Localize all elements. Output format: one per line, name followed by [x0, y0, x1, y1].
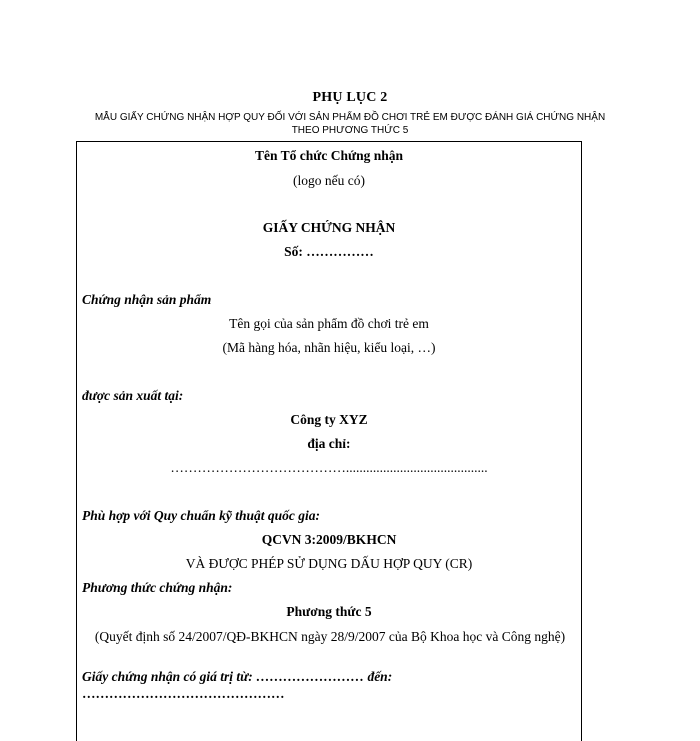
appendix-subtitle: MẪU GIẤY CHỨNG NHẬN HỢP QUY ĐỐI VỚI SẢN PHẨM ĐỒ CHƠI TRẺ EM ĐƯỢC ĐÁNH GIÁ CHỨNG NHẬN THEO PHƯƠNG THỨC 5: [94, 112, 606, 136]
conformity-label: Phù hợp với Quy chuẩn kỹ thuật quốc gia:: [82, 508, 321, 523]
validity-label: Giấy chứng nhận có giá trị từ: …………………… đến:: [82, 669, 393, 684]
product-name: Tên gọi của sản phẩm đồ chơi trẻ em: [229, 316, 429, 331]
certificate-title: GIẤY CHỨNG NHẬN: [262, 220, 396, 235]
manufactured-label: được sản xuất tại:: [82, 388, 184, 403]
certificate-number: Số: ……………: [284, 244, 374, 259]
appendix-title: PHỤ LỤC 2: [312, 90, 388, 105]
method-label: Phương thức chứng nhận:: [82, 580, 233, 595]
address-dots: …………………………………..........................................: [170, 460, 488, 475]
org-name: Tên Tổ chức Chứng nhận: [255, 148, 403, 163]
decision-reference: (Quyết định số 24/2007/QĐ-BKHCN ngày 28/9/2007 của Bộ Khoa học và Công nghệ): [94, 629, 566, 644]
method-name: Phương thức 5: [286, 604, 372, 619]
product-label: Chứng nhận sản phẩm: [82, 292, 212, 307]
logo-note: (logo nếu có): [293, 173, 365, 188]
mark-permission: VÀ ĐƯỢC PHÉP SỬ DỤNG DẤU HỢP QUY (CR): [185, 556, 473, 571]
standard-code: QCVN 3:2009/BKHCN: [261, 532, 397, 547]
product-detail: (Mã hàng hóa, nhãn hiệu, kiểu loại, …): [222, 340, 436, 355]
address-label: địa chỉ:: [307, 436, 351, 451]
validity-dots: ………………………………………: [82, 686, 285, 701]
company-name: Công ty XYZ: [290, 412, 368, 427]
